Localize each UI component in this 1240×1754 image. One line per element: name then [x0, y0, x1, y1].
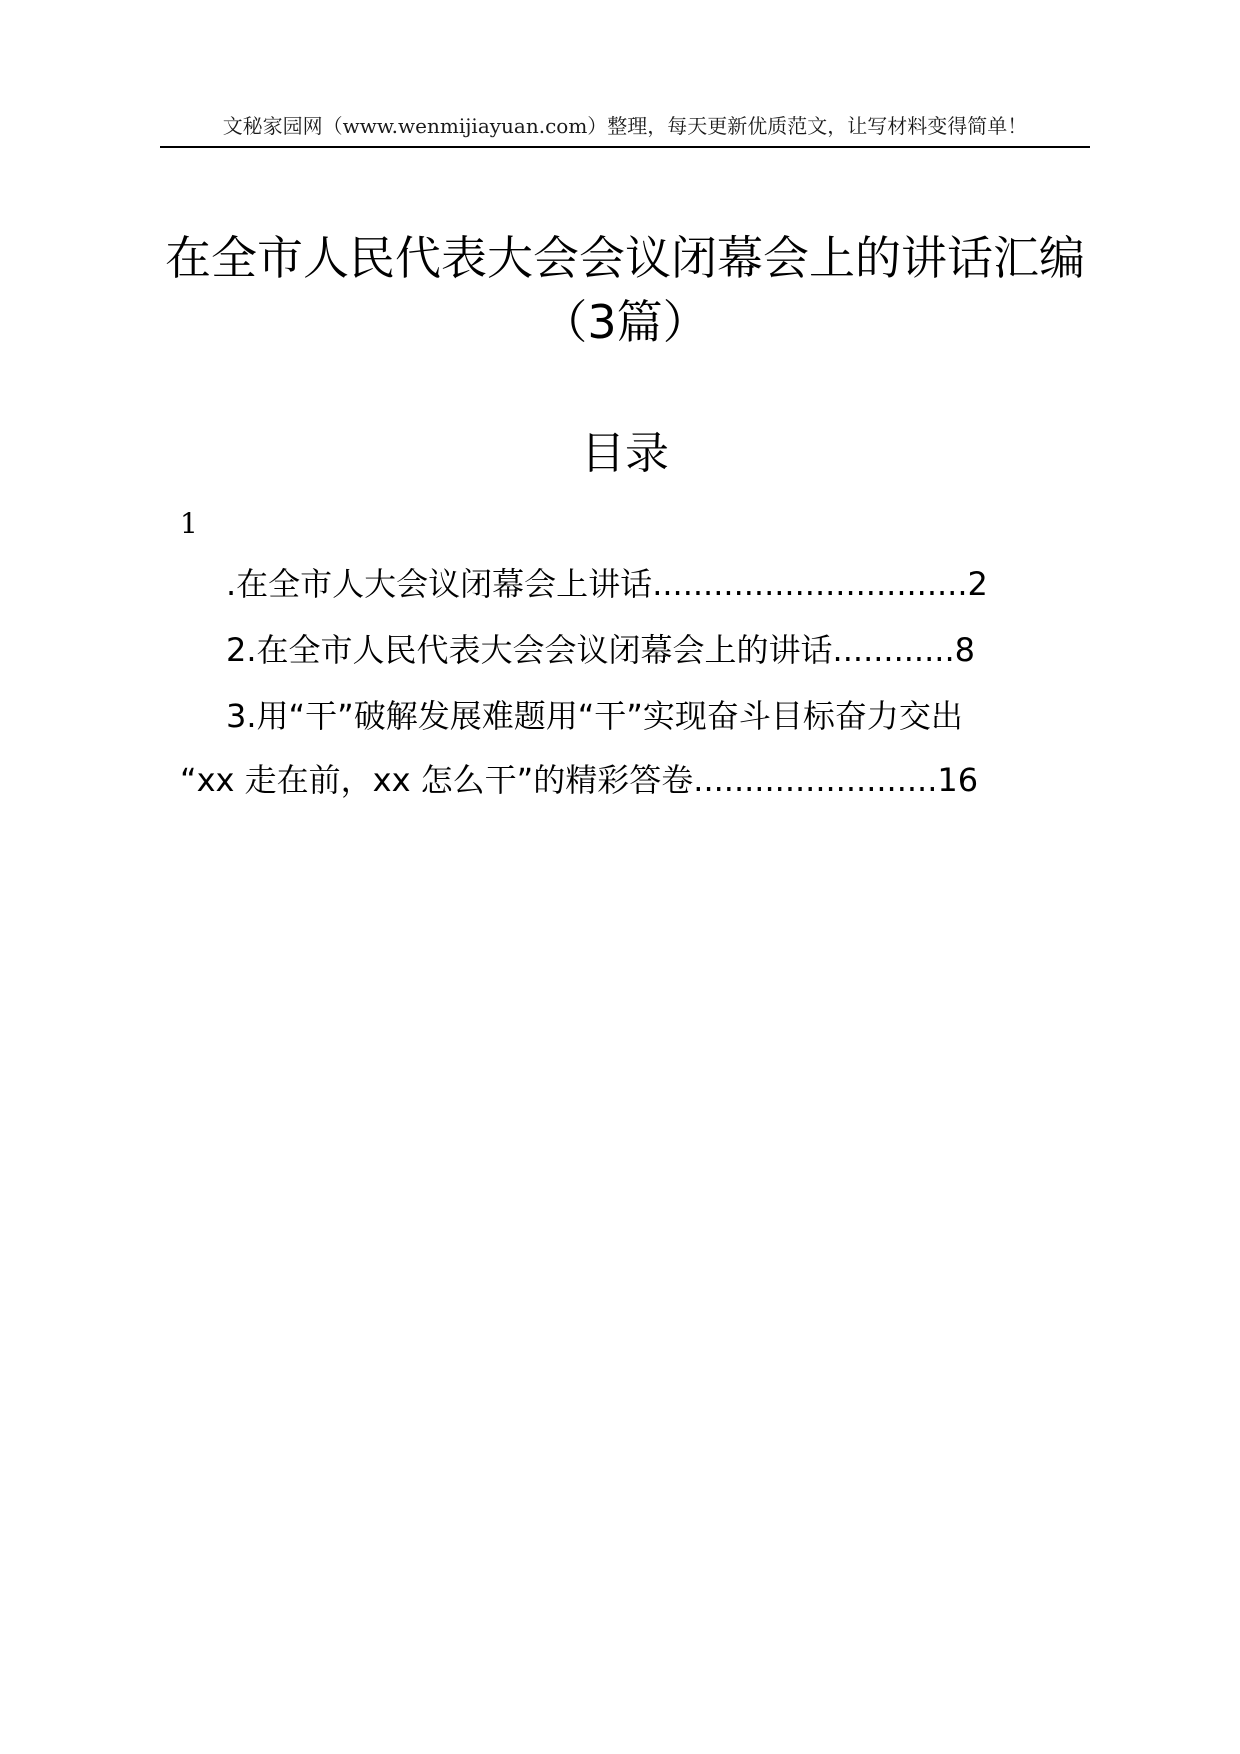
- document-subtitle: （3篇）: [541, 295, 709, 349]
- toc-entry-leader: ........................: [693, 761, 938, 799]
- toc-list-number: 1: [180, 507, 198, 540]
- toc-entry-leader: ...............................: [652, 565, 968, 603]
- toc-entry-2[interactable]: [226, 628, 975, 672]
- toc-entry-page: 8: [954, 631, 975, 669]
- toc-entry-title: 3.用“干”破解发展难题用“干”实现奋斗目标奋力交出: [226, 697, 963, 735]
- toc-entry-title: “xx 走在前，xx 怎么干”的精彩答卷: [180, 761, 694, 799]
- toc-entry-leader: ............: [832, 631, 955, 669]
- toc-entry-3-line-2[interactable]: [180, 758, 978, 802]
- toc-heading: 目录: [581, 428, 669, 479]
- header-divider: [160, 146, 1090, 148]
- toc-entry-title: .在全市人大会议闭幕会上讲话: [226, 565, 653, 603]
- toc-entry-page: 2: [967, 565, 988, 603]
- toc-entry-title: 2.在全市人民代表大会会议闭幕会上的讲话: [226, 631, 833, 669]
- document-title: 在全市人民代表大会会议闭幕会上的讲话汇编: [165, 231, 1085, 285]
- toc-entry-page: 16: [937, 761, 979, 799]
- toc-entry-1[interactable]: [226, 562, 988, 606]
- toc-entry-3-line-1[interactable]: [226, 694, 963, 738]
- page-header-text: 文秘家园网（www.wenmijiayuan.com）整理，每天更新优质范文，让写材料变得简单！: [222, 114, 1028, 138]
